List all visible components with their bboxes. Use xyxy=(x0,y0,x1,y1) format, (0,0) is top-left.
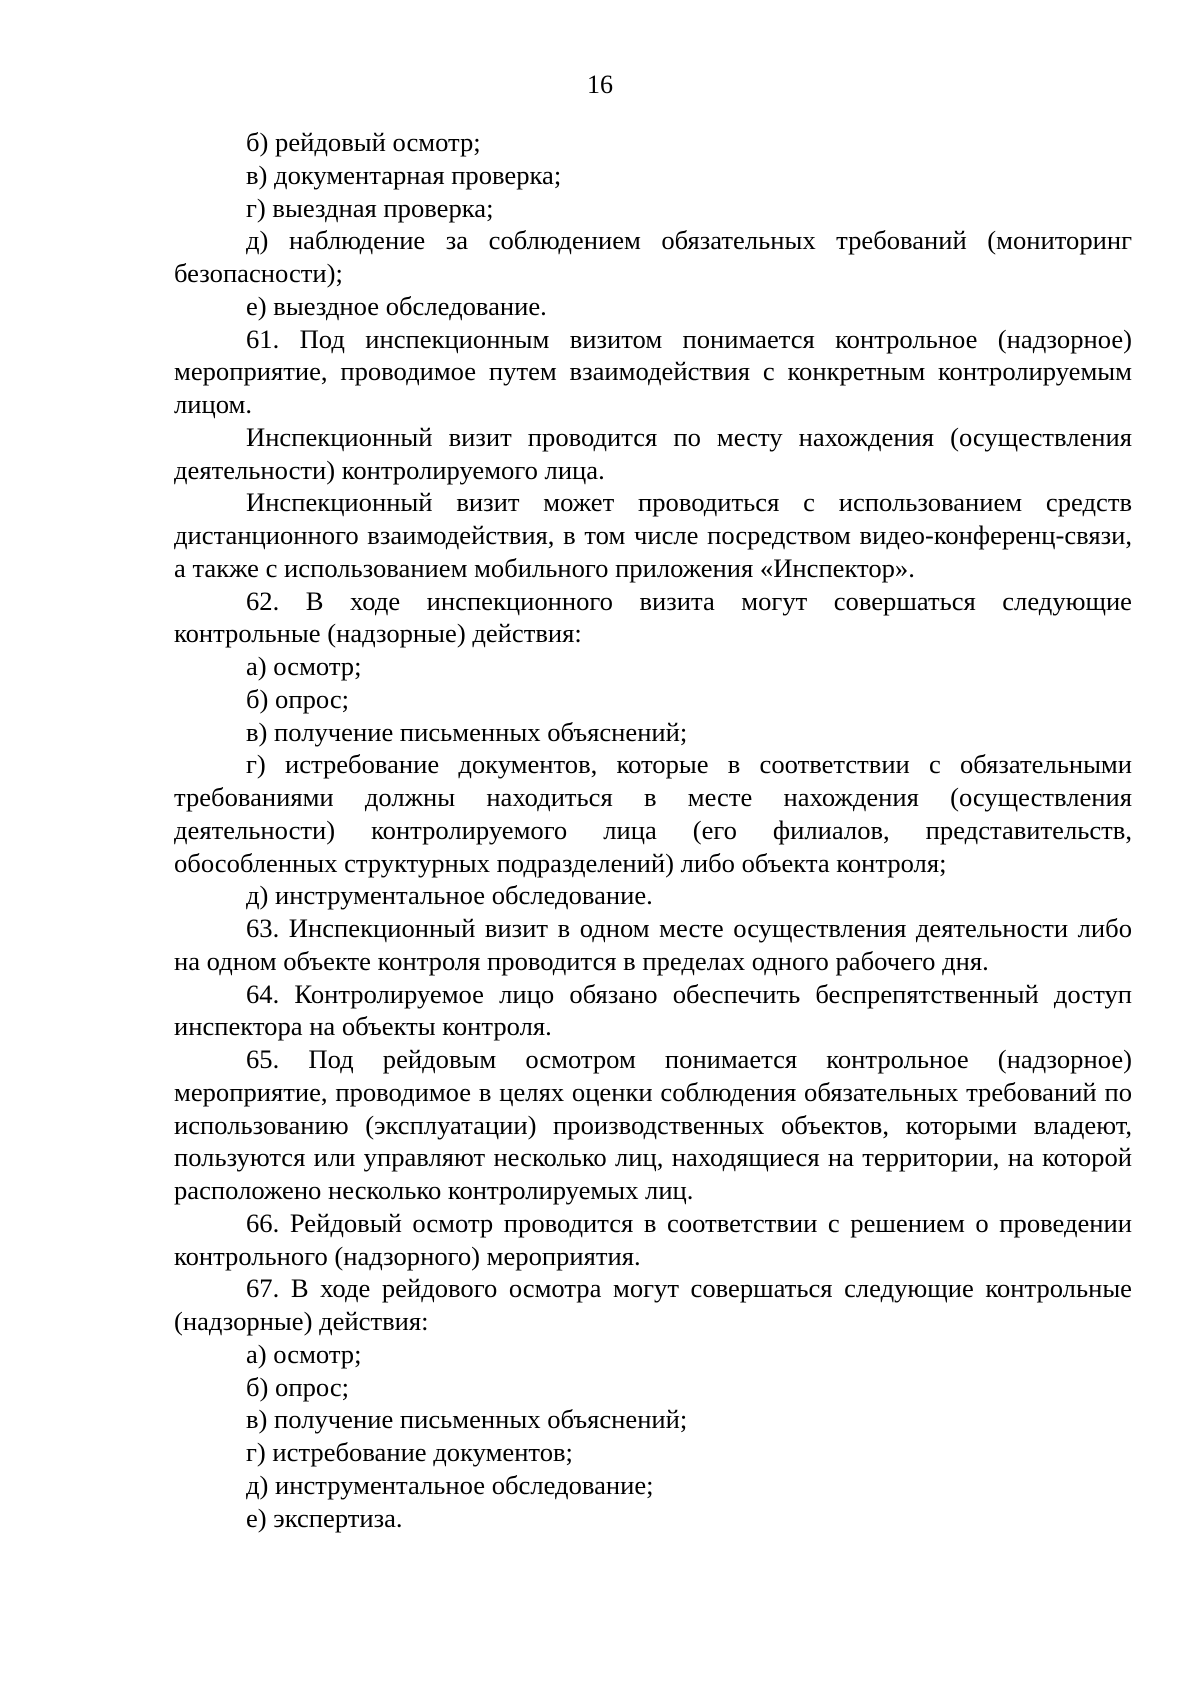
list-item: д) инструментальное обследование; xyxy=(246,1469,654,1500)
paragraph: Инспекционный визит может проводиться с использованием средств дистанционного взаимодействия, в том числе посредством видео-конференц-связи, а также с использованием мобильного приложения «Инспектор». xyxy=(174,487,1132,583)
document-body xyxy=(174,126,1132,1534)
paragraph-61: 61. Под инспекционным визитом понимается контрольное (надзорное) мероприятие, проводимое путем взаимодействия с конкретным контролируемым лицом. xyxy=(174,323,1132,419)
paragraph: Инспекционный визит проводится по месту нахождения (осуществления деятельности) контролируемого лица. xyxy=(174,421,1132,485)
list-item: б) опрос; xyxy=(246,1371,350,1402)
list-item: г) истребование документов; xyxy=(246,1437,573,1467)
list-item: в) получение письменных объяснений; xyxy=(246,1404,688,1435)
paragraph-63: 63. Инспекционный визит в одном месте осуществления деятельности либо на одном объекте контроля проводится в пределах одного рабочего дня. xyxy=(174,913,1132,976)
paragraph-64: 64. Контролируемое лицо обязано обеспечить беспрепятственный доступ инспектора на объекты контроля. xyxy=(174,978,1132,1042)
paragraph-67: 67. В ходе рейдового осмотра могут совершаться следующие контрольные (надзорные) действия: xyxy=(174,1273,1132,1336)
page-number: 16 xyxy=(587,70,613,99)
list-item: б) опрос; xyxy=(246,683,350,714)
list-item: г) выездная проверка; xyxy=(246,192,494,223)
list-item: в) получение письменных объяснений; xyxy=(246,716,688,747)
list-item: г) истребование документов, которые в соответствии с обязательными требованиями должны находиться в месте нахождения (осуществления деятельности) контролируемого лица (его филиалов, представительств, обособленных структурных подразделений) либо объекта контроля; xyxy=(174,749,1132,878)
list-item: б) рейдовый осмотр; xyxy=(246,127,481,157)
list-item: а) осмотр; xyxy=(246,1338,362,1369)
list-item: д) наблюдение за соблюдением обязательных требований (мониторинг безопасности); xyxy=(174,225,1132,288)
list-item: е) экспертиза. xyxy=(246,1502,403,1533)
list-item: в) документарная проверка; xyxy=(246,159,562,190)
paragraph-62: 62. В ходе инспекционного визита могут совершаться следующие контрольные (надзорные) действия: xyxy=(174,585,1132,649)
list-item: д) инструментальное обследование. xyxy=(246,880,653,911)
paragraph-65: 65. Под рейдовым осмотром понимается контрольное (надзорное) мероприятие, проводимое в целях оценки соблюдения обязательных требований по использованию (эксплуатации) производственных объектов, которыми владеют, пользуются или управляют несколько лиц, находящиеся на территории, на которой расположено несколько контролируемых лиц. xyxy=(174,1044,1132,1205)
paragraph-66: 66. Рейдовый осмотр проводится в соответствии с решением о проведении контрольного (надзорного) мероприятия. xyxy=(174,1207,1132,1271)
list-item: е) выездное обследование. xyxy=(246,290,547,321)
list-item: а) осмотр; xyxy=(246,651,362,681)
